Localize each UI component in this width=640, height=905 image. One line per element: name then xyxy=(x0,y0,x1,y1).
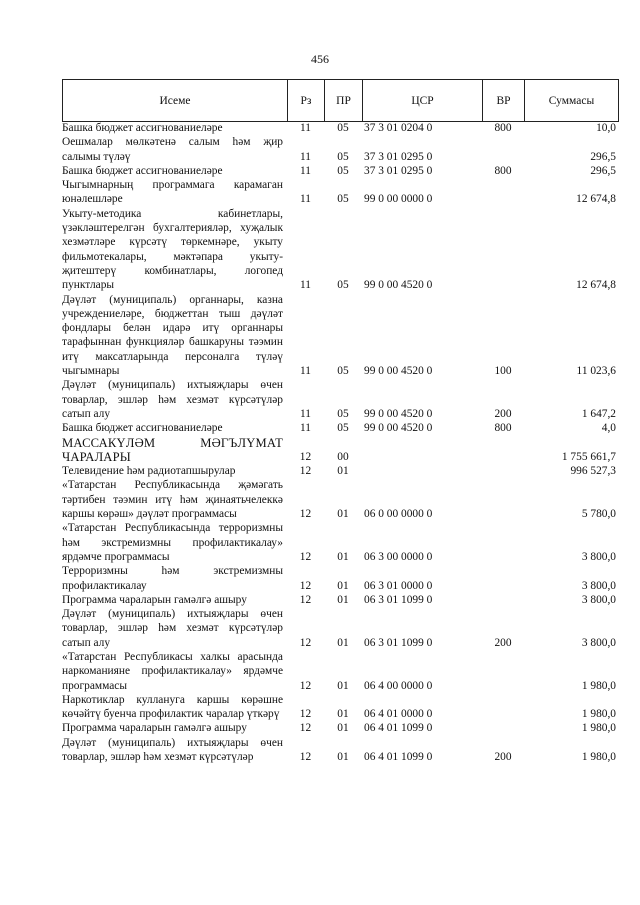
row-csr: 06 4 01 1099 0 xyxy=(364,751,433,764)
row-rz: 12 xyxy=(299,722,312,735)
table-row xyxy=(62,178,618,207)
row-vr: 200 xyxy=(494,751,512,764)
row-csr: 37 3 01 0295 0 xyxy=(364,150,433,163)
row-sum: 1 980,0 xyxy=(581,708,616,721)
row-name: МАССАКҮЛӘМ МӘГЪЛҮМАТ ЧАРАЛАРЫ xyxy=(62,435,283,464)
row-name: Дәүләт (муниципаль) органнары, казна учреждениеләре, бюджеттан тыш дәүләт фондлары белән идарә итү органнары тарафыннан функцияләр башкаруны тәэмин итү максатларында персоналга түләү чыгымнары xyxy=(62,293,283,378)
row-rz: 12 xyxy=(299,508,312,521)
row-rz: 12 xyxy=(299,679,312,692)
row-vr xyxy=(482,593,524,607)
row-sum: 3 800,0 xyxy=(581,550,616,563)
row-pr: 00 xyxy=(337,450,349,463)
row-pr: 05 xyxy=(337,164,349,177)
row-name: Программа чараларын гамәлгә ашыру xyxy=(62,593,247,606)
row-name: Чыгымнарның программага карамаган юнәлешләре xyxy=(62,179,283,206)
row-name: Башка бюджет ассигнованиеләре xyxy=(62,122,223,134)
budget-table xyxy=(62,121,618,764)
header-name: Исеме xyxy=(63,80,288,122)
row-csr: 06 4 01 0000 0 xyxy=(364,708,433,721)
row-csr: 99 0 00 4520 0 xyxy=(364,365,433,378)
row-name: Наркотиклар куллануга каршы көрәшне көчәйтү буенча профилактик чаралар үткәрү xyxy=(62,693,283,721)
row-rz: 11 xyxy=(300,407,311,420)
row-rz: 12 xyxy=(299,636,312,649)
row-pr: 05 xyxy=(337,193,349,206)
row-csr: 06 3 01 1099 0 xyxy=(364,593,433,606)
row-vr xyxy=(482,178,524,207)
row-csr: 99 0 00 4520 0 xyxy=(364,407,433,420)
row-vr xyxy=(482,478,524,521)
row-pr: 01 xyxy=(337,508,349,521)
row-rz: 11 xyxy=(300,279,311,292)
table-row xyxy=(62,207,618,293)
row-pr: 01 xyxy=(337,593,349,606)
row-rz: 12 xyxy=(299,450,312,463)
row-name: Дәүләт (муниципаль) ихтыяҗлары өчен товарлар, эшләр һәм хезмәт күрсәтүләр xyxy=(62,736,283,764)
row-pr: 05 xyxy=(337,279,349,292)
row-name: Дәүләт (муниципаль) ихтыяҗлары өчен товарлар, эшләр һәм хезмәт күрсәтүләр сатып алу xyxy=(62,608,283,649)
table-row xyxy=(62,693,618,722)
table-row xyxy=(62,521,618,564)
row-rz: 12 xyxy=(299,593,312,606)
row-pr: 01 xyxy=(337,722,349,735)
table-row xyxy=(62,164,618,178)
row-sum: 3 800,0 xyxy=(581,636,616,649)
row-sum: 1 647,2 xyxy=(581,407,616,420)
row-pr: 01 xyxy=(337,751,349,764)
row-vr: 100 xyxy=(494,365,512,378)
header-vr: ВР xyxy=(483,80,525,122)
row-vr: 800 xyxy=(494,164,512,177)
row-vr: 800 xyxy=(494,122,512,134)
row-csr: 06 0 00 0000 0 xyxy=(364,508,433,521)
row-vr xyxy=(482,650,524,693)
row-csr xyxy=(362,436,482,465)
row-csr: 06 3 01 1099 0 xyxy=(364,636,433,649)
row-name: Башка бюджет ассигнованиеләре xyxy=(62,164,223,177)
row-name: «Татарстан Республикасында терроризмны һәм экстремизмны профилактикалау» ярдәмче программасы xyxy=(62,522,283,563)
row-name: Оешмалар мөлкәтенә салым һәм җир салымы түләү xyxy=(62,136,283,163)
row-rz: 11 xyxy=(300,365,311,378)
row-sum: 1 980,0 xyxy=(581,679,616,692)
row-pr: 05 xyxy=(337,407,349,420)
row-csr: 06 3 01 0000 0 xyxy=(364,579,433,592)
table-row xyxy=(62,736,618,765)
row-sum: 12 674,8 xyxy=(576,193,616,206)
row-vr xyxy=(482,464,524,478)
row-sum: 1 980,0 xyxy=(581,751,616,764)
budget-table-body xyxy=(62,121,618,764)
row-pr: 01 xyxy=(337,579,349,592)
row-vr xyxy=(482,564,524,593)
row-csr: 37 3 01 0204 0 xyxy=(364,122,433,134)
row-pr: 05 xyxy=(337,150,349,163)
row-rz: 11 xyxy=(300,164,311,177)
header-csr: ЦСР xyxy=(363,80,483,122)
row-name: Башка бюджет ассигнованиеләре xyxy=(62,422,223,435)
row-rz: 12 xyxy=(299,579,312,592)
row-vr xyxy=(482,693,524,722)
row-vr xyxy=(482,721,524,735)
row-csr xyxy=(362,464,482,478)
header-rz: Рз xyxy=(288,80,325,122)
row-vr xyxy=(482,521,524,564)
table-row xyxy=(62,564,618,593)
table-row xyxy=(62,436,618,465)
header-pr: ПР xyxy=(325,80,363,122)
row-vr xyxy=(482,436,524,465)
row-sum: 1 980,0 xyxy=(581,722,616,735)
table-row xyxy=(62,378,618,421)
row-csr: 99 0 00 4520 0 xyxy=(364,422,433,435)
row-rz: 12 xyxy=(299,550,312,563)
row-pr: 05 xyxy=(337,422,349,435)
row-csr: 06 4 00 0000 0 xyxy=(364,679,433,692)
row-sum: 11 023,6 xyxy=(576,365,616,378)
table-row xyxy=(62,607,618,650)
table-row xyxy=(62,421,618,435)
row-sum: 12 674,8 xyxy=(576,279,616,292)
row-sum: 5 780,0 xyxy=(581,508,616,521)
row-pr: 05 xyxy=(337,122,349,134)
row-name: Укыту-методика кабинетлары, үзәкләштерелгән бухгалтерияләр, хуҗалык хезмәтләре күрсәтү төркемнәре, укыту фильмотекалары, мәктәпара укыту-җитештерү комбинатлары, логопед пунктлары xyxy=(62,207,283,292)
row-name: Дәүләт (муниципаль) ихтыяҗлары өчен товарлар, эшләр һәм хезмәт күрсәтүләр сатып алу xyxy=(62,379,283,420)
row-rz: 12 xyxy=(299,708,312,721)
row-name: Телевидение һәм радиотапшырулар xyxy=(62,465,236,478)
row-pr: 05 xyxy=(337,365,349,378)
row-csr: 99 0 00 0000 0 xyxy=(364,193,433,206)
table-row xyxy=(62,593,618,607)
page-number: 456 xyxy=(311,52,329,66)
header-sum: Суммасы xyxy=(525,80,619,122)
row-sum: 996 527,3 xyxy=(570,465,616,478)
row-vr: 800 xyxy=(494,422,512,435)
row-sum: 296,5 xyxy=(590,150,616,163)
row-rz: 12 xyxy=(299,751,312,764)
table-row xyxy=(62,650,618,693)
row-name: Терроризмны һәм экстремизмны профилактикалау xyxy=(62,565,283,592)
row-pr: 01 xyxy=(337,550,349,563)
row-pr: 01 xyxy=(337,679,349,692)
row-sum: 10,0 xyxy=(596,122,616,134)
row-vr: 200 xyxy=(494,636,512,649)
row-rz: 11 xyxy=(300,122,311,134)
table-row xyxy=(62,464,618,478)
row-sum: 1 755 661,7 xyxy=(561,450,616,463)
row-csr: 37 3 01 0295 0 xyxy=(364,164,433,177)
row-name: «Татарстан Республикасында җәмәгать тәртибен тәэмин итү һәм җинаятьчелеккә каршы көрәш» дәүләт программасы xyxy=(62,479,283,521)
row-rz: 11 xyxy=(300,193,311,206)
table-header xyxy=(62,79,619,122)
row-sum: 4,0 xyxy=(601,422,616,435)
table-row xyxy=(62,293,618,379)
row-pr: 01 xyxy=(337,636,349,649)
row-name: Программа чараларын гамәлгә ашыру xyxy=(62,722,247,735)
row-csr: 99 0 00 4520 0 xyxy=(364,279,433,292)
row-pr: 01 xyxy=(337,465,349,478)
row-csr: 06 4 01 1099 0 xyxy=(364,722,433,735)
row-sum: 3 800,0 xyxy=(581,579,616,592)
table-row xyxy=(62,135,618,164)
row-rz: 11 xyxy=(300,422,311,435)
row-vr: 200 xyxy=(494,407,512,420)
row-pr: 01 xyxy=(337,708,349,721)
row-vr xyxy=(482,207,524,293)
row-rz: 12 xyxy=(299,465,312,478)
row-csr: 06 3 00 0000 0 xyxy=(364,550,433,563)
row-vr xyxy=(482,135,524,164)
table-row xyxy=(62,721,618,735)
table-row xyxy=(62,478,618,521)
row-rz: 11 xyxy=(300,150,311,163)
row-sum: 3 800,0 xyxy=(581,593,616,606)
row-sum: 296,5 xyxy=(590,164,616,177)
table-row xyxy=(62,121,618,135)
row-name: «Татарстан Республикасы халкы арасында наркоманияне профилактикалау» ярдәмче программасы xyxy=(62,650,283,692)
